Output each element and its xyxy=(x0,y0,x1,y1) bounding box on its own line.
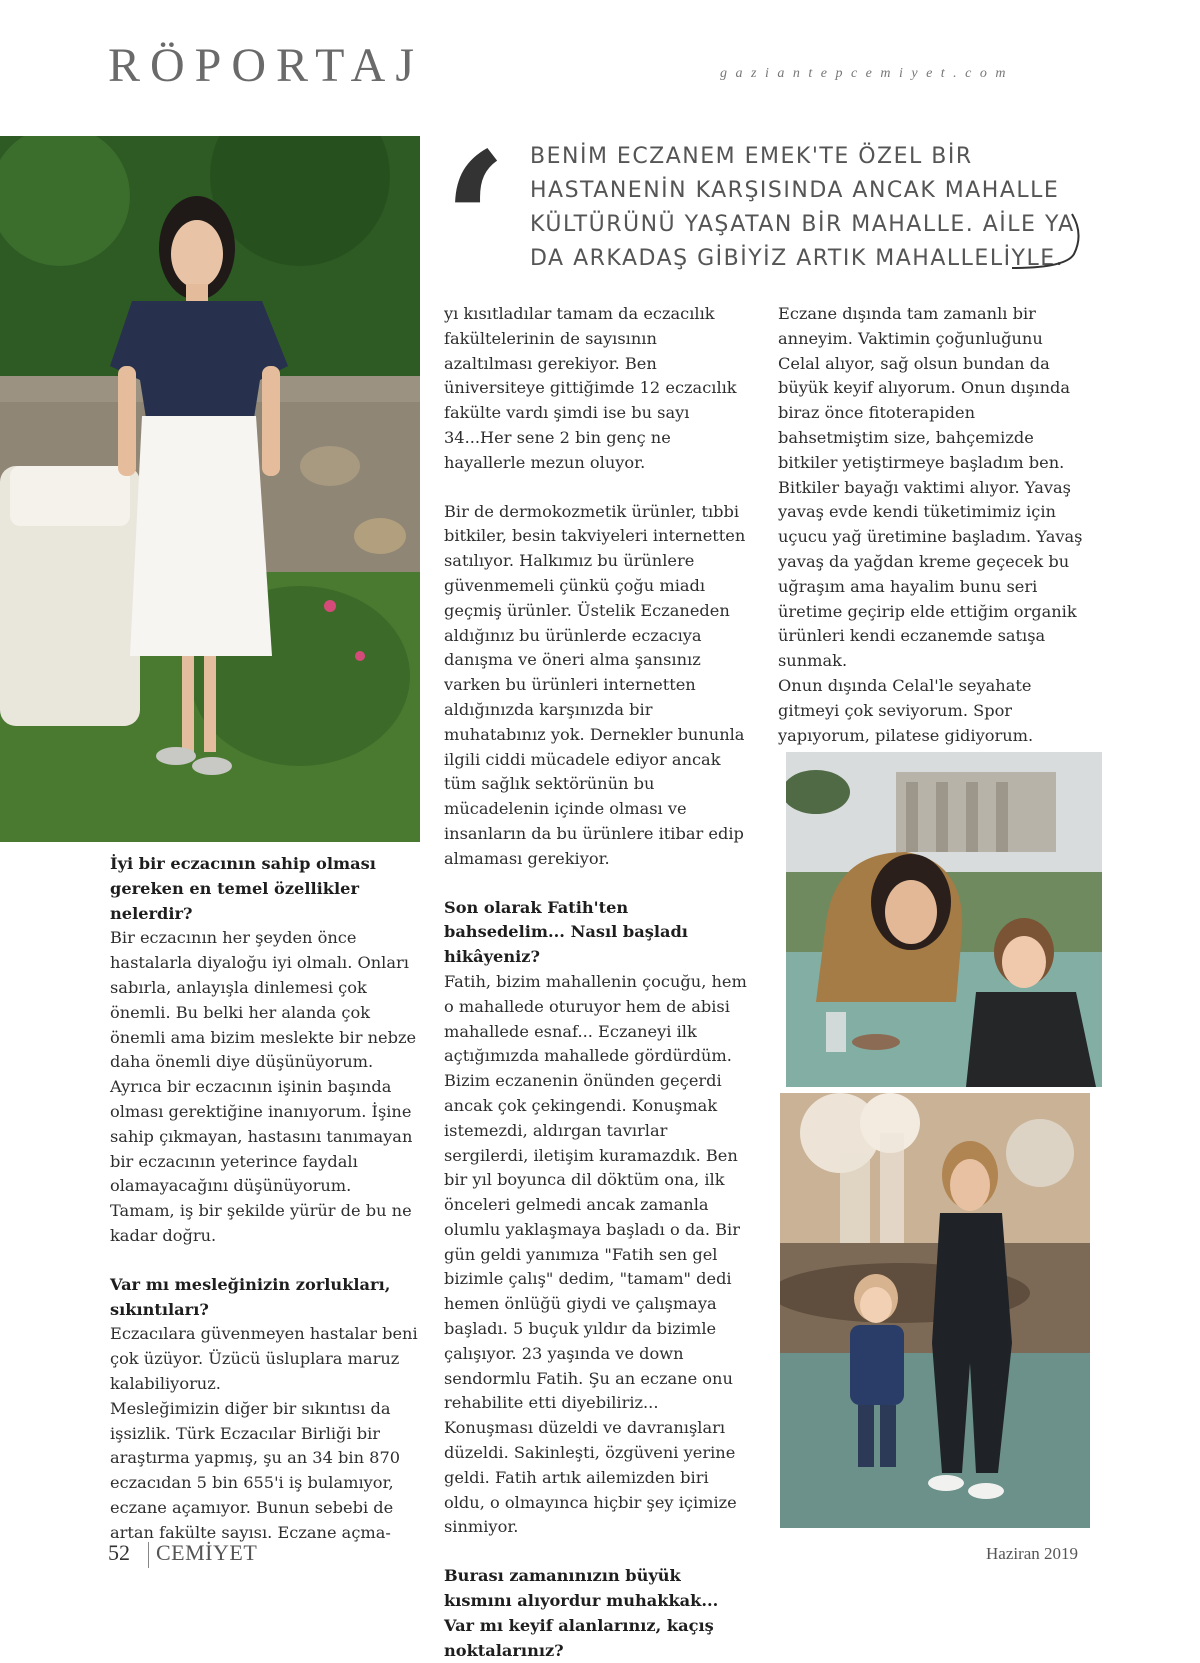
footer-separator xyxy=(148,1542,149,1568)
answer-paragraph: Mesleğimizin diğer bir sıkıntısı da işsizlik. Türk Eczacılar Birliği bir araştırma yapmış, şu an 34 bin 870 eczacıdan 5 bin 655'i iş bulamıyor, eczane açamıyor. Bunun sebebi de artan fakülte sayısı. Eczane açma- xyxy=(110,1398,401,1542)
body-paragraph: Onun dışında Celal'le seyahate gitmeyi çok seviyorum. Spor yapıyorum, pilatese gidiyorum. xyxy=(778,675,1034,745)
question-heading: İyi bir eczacının sahip olması gereken en temel özellikler nelerdir? xyxy=(110,854,376,923)
issue-date: Haziran 2019 xyxy=(986,1544,1079,1563)
body-paragraph: Bir de dermokozmetik ürünler, tıbbi bitkiler, besin takviyeleri internetten satılıyor. Halkımız bu ürünlere güvenmemeli çünkü çoğu miadı geçmiş ürünler. Üstelik Eczaneden aldığınız bu ürünlerde eczacıya danışma ve öneri alma şansınız varken bu ürünleri internetten aldığınızda karşınızda bir muhatabınız yok. Dernekler bununla ilgili ciddi mücadele ediyor ancak tüm sağlık sektörünün bu mücadelenin içinde olması ve insanların da bu ürünlere itibar edip almaması gerekiyor. xyxy=(444,501,746,868)
column-3 xyxy=(778,302,1084,748)
pull-quote: BENİM ECZANEM EMEK'TE ÖZEL BİR HASTANENİN KARŞISINDA ANCAK MAHALLE KÜLTÜRÜNÜ YAŞATAN BİR MAHALLE. AİLE YA DA ARKADAŞ GİBİYİZ ARTIK MAHALLELİYLE. xyxy=(530,144,1075,271)
section-title: RÖPORTAJ xyxy=(108,39,424,92)
answer-paragraph: Eczacılara güvenmeyen hastalar beni çok üzüyor. Üzücü üsluplara maruz kalabiliyoruz. xyxy=(110,1324,418,1393)
magazine-name: CEMİYET xyxy=(156,1540,258,1565)
question-heading: Son olarak Fatih'ten bahsedelim... Nasıl başladı hikâyeniz? xyxy=(444,897,688,967)
cafe-photo-drawing xyxy=(786,752,1102,1087)
portrait-photo xyxy=(0,136,420,842)
cafe-photo xyxy=(786,752,1102,1087)
question-heading: Burası zamanınızın büyük kısmını alıyordur muhakkak... Var mı keyif alanlarınız, kaçış noktalarınız? xyxy=(444,1566,719,1660)
question-heading: Var mı mesleğinizin zorlukları, sıkıntıları? xyxy=(110,1274,391,1319)
quote-mark-icon: ‘ xyxy=(442,111,509,334)
hotel-lobby-photo-drawing xyxy=(780,1093,1090,1528)
answer-paragraph: Fatih, bizim mahallenin çocuğu, hem o mahallede oturuyor hem de abisi mahallede esnaf... Eczaneyi ilk açtığımızda mahallede gördürdüm. Bizim eczanenin önünden geçerdi ancak çok çekingendi. Konuşmak istemezdi, aldırgan tavırlar sergilerdi, iletişim kuramazdık. Ben bir yıl boyunca dil döktüm ona, ilk önceleri gelmedi ancak zamanla olumlu yaklaşmaya başladı o da. Bir gün geldi yanımıza "Fatih sen gel bizimle çalış" dedim, "tamam" dedi hemen önlüğü giydi ve çalışmaya başladı. 5 buçuk yıldır da bizimle çalışıyor. 23 yaşında ve down sendormlu Fatih. Şu an eczane onu rehabilite etti diyebiliriz... Konuşması düzeldi ve davranışları düzeldi. Sakinleşti, özgüveni yerine geldi. Fatih artık ailemizden biri oldu, o olmayınca hiçbir şey içimize sinmiyor. xyxy=(444,971,747,1537)
hotel-lobby-photo xyxy=(780,1093,1090,1528)
portrait-photo-drawing xyxy=(0,136,420,842)
site-url: gaziantepcemiyet.com xyxy=(720,66,1015,81)
column-2 xyxy=(444,302,750,1663)
body-paragraph: Eczane dışında tam zamanlı bir anneyim. Vaktimin çoğunluğunu Celal alıyor, sağ olsun bundan da büyük keyif alıyorum. Onun dışında biraz önce fitoterapiden bahsetmiştim size, bahçemizde bitkiler yetiştirmeye başladım ben. Bitkiler bayağı vaktimi alıyor. Yavaş yavaş evde kendi tüketimimiz için uçucu yağ üretimine başladım. Yavaş yavaş da yağdan kreme geçecek bu uğraşım ama hayalim bunu seri üretime geçirip elde ettiğim organik ürünleri kendi eczanemde satışa sunmak. xyxy=(778,304,1083,671)
page-number: 52 xyxy=(108,1540,130,1565)
quote-bracket-icon xyxy=(1010,212,1084,270)
answer-paragraph: Bir eczacının her şeyden önce hastalarla diyaloğu iyi olmalı. Onları sabırla, anlayışla dinlemesi çok önemli. Bu belki her alanda çok önemli ama bizim meslekte bir nebze daha önemli diye düşünüyorum. xyxy=(110,928,417,1072)
answer-paragraph: Ayrıca bir eczacının işinin başında olması gerektiğine inanıyorum. İşine sahip çıkmayan, hastasını tanımayan bir eczacının yeterince faydalı olamayacağını düşünüyorum. Tamam, iş bir şekilde yürür de bu ne kadar doğru. xyxy=(110,1077,413,1245)
body-paragraph: yı kısıtladılar tamam da eczacılık fakültelerinin de sayısının azaltılması gerekiyor. Ben üniversiteye gittiğimde 12 eczacılık fakülte vardı şimdi ise bu sayı 34...Her sene 2 bin genç ne hayallerle mezun oluyor. xyxy=(444,304,737,472)
column-1 xyxy=(110,852,420,1546)
